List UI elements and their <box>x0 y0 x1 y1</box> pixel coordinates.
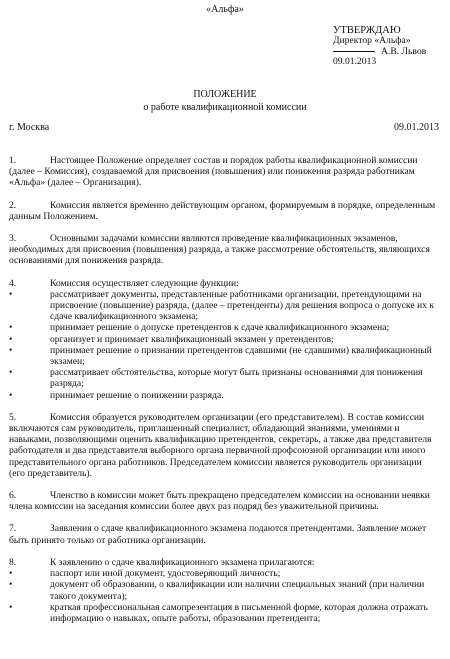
paragraph-number: 2. <box>9 199 17 211</box>
paragraph-content: Комиссия является временно действующим органом, формируемым в порядке, определенным данным Положением. <box>9 199 436 222</box>
paragraph-text <box>9 155 439 189</box>
paragraph-1 <box>9 155 439 189</box>
paragraph-text <box>9 233 439 267</box>
paragraph-number: 1. <box>9 155 17 166</box>
paragraph-5 <box>9 412 439 479</box>
bullet-item <box>9 334 439 345</box>
paragraph-content: Настоящее Положение определяет состав и порядок работы квалификационной комиссии (далее – Комиссия), создаваемой для присвоения (повышения) или понижения разряда работникам «Альфа» (далее – Организация). <box>9 155 418 189</box>
paragraph-content: Основными задачами комиссии являются проведение квалификационных экзаменов, необходимых для присвоения (повышения) разряда, а также рассмотрение обстоятельств, являющихся основаниями для понижения разряда. <box>9 233 430 267</box>
bullet-icon: • <box>9 579 13 591</box>
document-body <box>9 155 439 635</box>
bullet-item <box>9 367 439 389</box>
organization-name: «Альфа» <box>206 4 244 15</box>
paragraph-text <box>9 490 439 512</box>
paragraph-text <box>9 200 439 222</box>
bullet-text: документ об образовании, о квалификации или наличии специальных знаний (при наличии такого документа); <box>50 579 425 602</box>
paragraph-number: 7. <box>9 523 17 535</box>
bullet-item <box>9 289 439 323</box>
bullet-icon: • <box>9 344 13 356</box>
paragraph-number: 8. <box>9 556 17 568</box>
paragraph-4 <box>9 278 439 401</box>
paragraph-number: 4. <box>9 277 17 289</box>
document-date: 09.01.2013 <box>394 122 439 133</box>
paragraph-text <box>9 557 439 568</box>
paragraph-text <box>9 412 439 479</box>
bullet-icon: • <box>9 601 13 613</box>
paragraph-number: 5. <box>9 411 17 423</box>
bullet-item <box>9 345 439 367</box>
signature-underline <box>333 51 375 52</box>
bullet-icon: • <box>9 322 13 334</box>
bullet-text: паспорт или иной документ, удостоверяющий личность; <box>50 568 281 580</box>
paragraph-7 <box>9 523 439 545</box>
paragraph-8 <box>9 557 439 624</box>
paragraph-text <box>9 278 439 289</box>
approval-date: 09.01.2013 <box>333 55 377 67</box>
paragraph-2 <box>9 200 439 222</box>
bullet-icon: • <box>9 367 13 379</box>
bullet-text: принимает решение о признании претендентов сдавшими (не сдавшими) квалификационный экзамен; <box>50 344 432 368</box>
paragraph-3 <box>9 233 439 267</box>
paragraph-content: Комиссия образуется руководителем организации (его представителем). В состав комиссии включаются сам руководитель, приглашенный специалист, обладающий знаниями, умениями и навыками, позволяющими оценить квалификацию претендентов, секретарь, а также два представителя работодателя и два представителя выборного органа первичной профсоюзной организации или иного представительного органа работников. Председателем комиссии является руководитель организации (его представитель). <box>9 411 432 479</box>
bullet-text: принимает решение о допуске претендентов к сдаче квалификационного экзамена; <box>50 322 390 334</box>
paragraph-content: К заявлению о сдаче квалификационного экзамена прилагаются: <box>50 556 315 568</box>
bullet-text: краткая профессиональная самопрезентация в письменной форме, которая должна отражать информацию о навыках, опыте работы, образовании претендента; <box>50 601 428 624</box>
bullet-icon: • <box>9 568 13 580</box>
bullet-item <box>9 390 439 401</box>
bullet-item <box>9 568 439 579</box>
bullet-item <box>9 602 439 624</box>
city: г. Москва <box>9 122 50 133</box>
bullet-icon: • <box>9 288 13 300</box>
paragraph-text <box>9 523 439 545</box>
document-title <box>0 89 450 114</box>
bullet-item <box>9 579 439 601</box>
approval-heading: УТВЕРЖДАЮ <box>333 25 401 36</box>
paragraph-number: 3. <box>9 233 17 245</box>
bullet-item <box>9 322 439 333</box>
title-line-2: о работе квалификационной комиссии <box>143 101 307 113</box>
place-date-row <box>9 122 439 133</box>
paragraph-content: Заявления о сдаче квалификационного экзамена подаются претендентами. Заявление может быть принято только от работника организации. <box>9 523 427 546</box>
bullet-text: принимает решение о понижении разряда. <box>50 389 224 401</box>
bullet-text: рассматривает документы, представленные работниками организации, претендующими на присвоение (повышение) разряда, (далее – претенденты) для решения вопроса о допуске их к сдаче квалификационного экзамена; <box>50 288 434 323</box>
approval-signer: А.В. Львов <box>381 45 427 57</box>
bullet-text: рассматривает обстоятельства, которые могут быть признаны основаниями для понижения разряда; <box>50 367 423 390</box>
title-line-1: ПОЛОЖЕНИЕ <box>193 89 257 100</box>
approval-block <box>333 26 426 67</box>
approval-position: Директор «Альфа» <box>333 35 411 47</box>
bullet-icon: • <box>9 389 13 401</box>
paragraph-content: Членство в комиссии может быть прекращено председателем комиссии на основании неявки члена комиссии на заседания комиссии более двух раз подряд без уважительной причины. <box>9 490 430 513</box>
bullet-text: организует и принимает квалификационный экзамен у претендентов; <box>50 333 334 345</box>
paragraph-6 <box>9 490 439 512</box>
paragraph-content: Комиссия осуществляет следующие функции: <box>50 277 239 289</box>
paragraph-number: 6. <box>9 490 17 502</box>
bullet-icon: • <box>9 333 13 345</box>
